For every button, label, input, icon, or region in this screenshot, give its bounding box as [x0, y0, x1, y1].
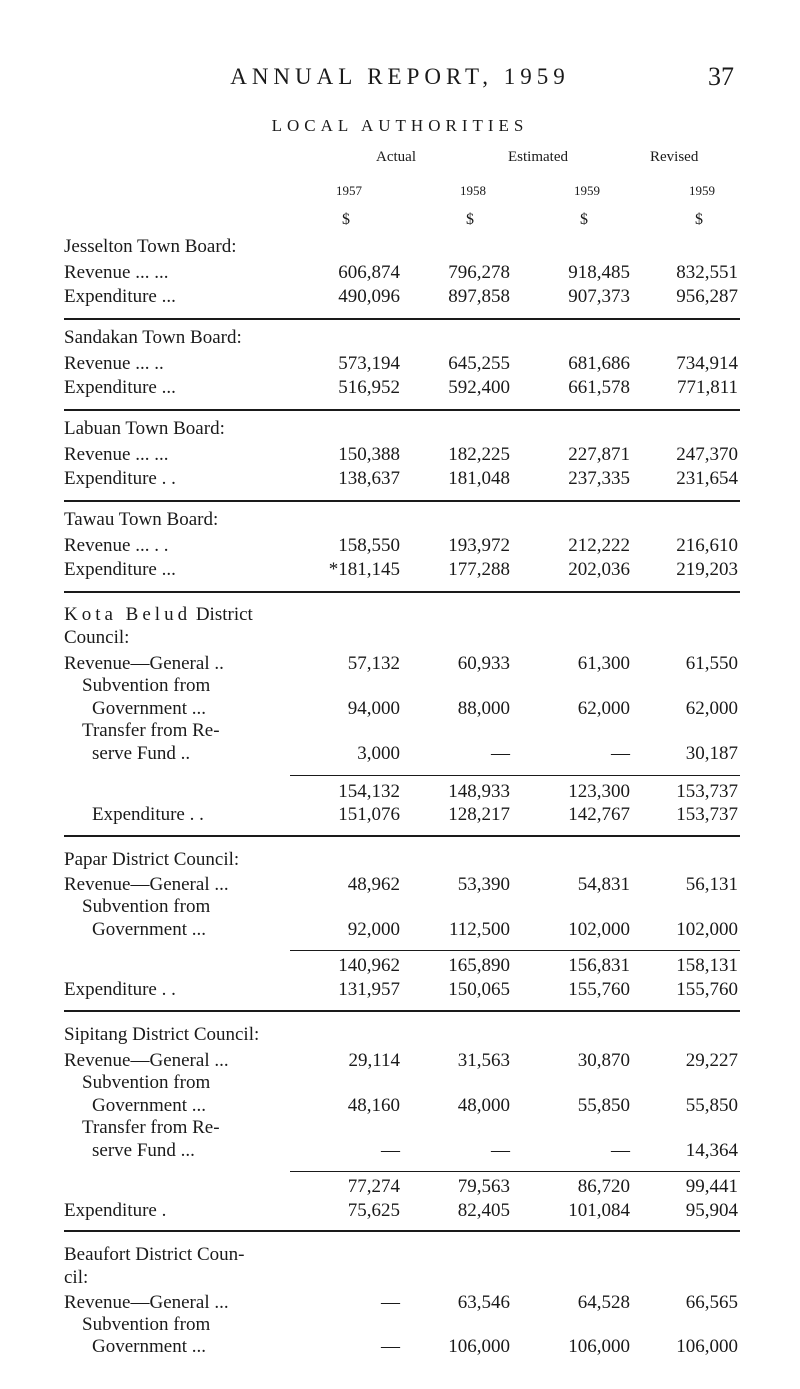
- row-label-revenue: Revenue ... ...: [64, 262, 169, 283]
- cell-value: 592,400: [448, 377, 510, 398]
- cell-total: 154,132: [338, 781, 400, 802]
- cell-value: 151,076: [338, 804, 400, 825]
- cell-value: 106,000: [676, 1336, 738, 1357]
- row-label-revenue-general: Revenue—General ...: [64, 1292, 229, 1313]
- column-year-1957: 1957: [336, 183, 362, 198]
- cell-value: 62,000: [577, 698, 630, 719]
- cell-value: 681,686: [568, 353, 630, 374]
- currency-symbol: $: [580, 211, 588, 228]
- subtotal-rule: [290, 775, 740, 776]
- cell-value: 56,131: [685, 874, 738, 895]
- cell-total: 86,720: [577, 1176, 630, 1197]
- subtotal-rule: [290, 950, 740, 951]
- cell-value: 3,000: [357, 743, 400, 764]
- cell-total: 123,300: [568, 781, 630, 802]
- cell-value: 57,132: [347, 653, 400, 674]
- cell-value: 158,550: [338, 535, 400, 556]
- row-label-transfer: Transfer from Re-: [82, 720, 220, 741]
- cell-value: 150,065: [448, 979, 510, 1000]
- cell-value: —: [381, 1336, 400, 1357]
- section-heading-jesselton: Jesselton Town Board:: [64, 236, 237, 257]
- column-group-revised: Revised: [650, 149, 699, 165]
- cell-total: 158,131: [676, 955, 738, 976]
- row-label-expenditure: Expenditure . .: [64, 468, 176, 489]
- cell-value: 645,255: [448, 353, 510, 374]
- cell-total: 77,274: [347, 1176, 400, 1197]
- cell-value: 61,550: [685, 653, 738, 674]
- cell-value: 88,000: [457, 698, 510, 719]
- cell-value: 128,217: [448, 804, 510, 825]
- cell-value: —: [611, 1140, 630, 1161]
- subtotal-rule: [290, 1171, 740, 1172]
- cell-value: 29,114: [348, 1050, 400, 1071]
- row-label-transfer-cont: serve Fund ..: [92, 743, 191, 764]
- row-label-revenue-general: Revenue—General ...: [64, 874, 229, 895]
- row-label-subvention: Subvention from: [82, 1314, 211, 1335]
- cell-value: 102,000: [568, 919, 630, 940]
- cell-value: 897,858: [448, 286, 510, 307]
- row-label-expenditure: Expenditure .: [64, 1200, 167, 1221]
- cell-value: 237,335: [568, 468, 630, 489]
- cell-value: 661,578: [568, 377, 630, 398]
- section-heading-sipitang: Sipitang District Council:: [64, 1024, 260, 1045]
- cell-value: 193,972: [448, 535, 510, 556]
- currency-symbol: $: [695, 211, 703, 228]
- row-label-expenditure: Expenditure ...: [64, 377, 176, 398]
- section-heading-name: Kota Belud: [64, 604, 192, 625]
- cell-value: 219,203: [676, 559, 738, 580]
- cell-value: 95,904: [685, 1200, 738, 1221]
- cell-value: *181,145: [328, 559, 400, 580]
- cell-total: 99,441: [685, 1176, 738, 1197]
- cell-value: 138,637: [338, 468, 400, 489]
- cell-value: 106,000: [568, 1336, 630, 1357]
- cell-value: 216,610: [676, 535, 738, 556]
- row-label-transfer-cont: serve Fund ...: [92, 1140, 195, 1161]
- cell-value: 75,625: [347, 1200, 400, 1221]
- cell-value: 102,000: [676, 919, 738, 940]
- cell-value: 82,405: [457, 1200, 510, 1221]
- cell-value: 54,831: [577, 874, 630, 895]
- cell-value: 53,390: [457, 874, 510, 895]
- cell-value: 106,000: [448, 1336, 510, 1357]
- section-divider: [64, 835, 740, 837]
- cell-value: 606,874: [338, 262, 400, 283]
- cell-value: 918,485: [568, 262, 630, 283]
- column-group-actual: Actual: [376, 149, 416, 165]
- cell-value: 202,036: [568, 559, 630, 580]
- cell-value: 907,373: [568, 286, 630, 307]
- section-heading-line2: Council:: [64, 627, 130, 648]
- currency-symbol: $: [342, 211, 350, 228]
- row-label-revenue: Revenue ... ...: [64, 444, 169, 465]
- cell-total: 153,737: [676, 781, 738, 802]
- cell-value: 30,870: [577, 1050, 630, 1071]
- section-heading-tawau: Tawau Town Board:: [64, 509, 219, 530]
- cell-value: 734,914: [676, 353, 738, 374]
- cell-value: 231,654: [676, 468, 738, 489]
- section-divider: [64, 1230, 740, 1232]
- section-title: LOCAL AUTHORITIES: [271, 116, 529, 135]
- cell-value: —: [611, 743, 630, 764]
- section-heading-beaufort: Beaufort District Coun-: [64, 1244, 245, 1265]
- row-label-subvention: Subvention from: [82, 675, 211, 696]
- cell-value: 55,850: [685, 1095, 738, 1116]
- section-divider: [64, 500, 740, 502]
- cell-value: 92,000: [347, 919, 400, 940]
- cell-value: 771,811: [676, 377, 738, 398]
- section-heading-sandakan: Sandakan Town Board:: [64, 327, 242, 348]
- cell-value: 60,933: [457, 653, 510, 674]
- row-label-transfer: Transfer from Re-: [82, 1117, 220, 1138]
- column-group-estimated: Estimated: [508, 149, 568, 165]
- cell-value: 61,300: [577, 653, 630, 674]
- cell-value: 573,194: [338, 353, 400, 374]
- cell-value: 227,871: [568, 444, 630, 465]
- cell-value: —: [491, 743, 510, 764]
- cell-value: 182,225: [448, 444, 510, 465]
- cell-value: 490,096: [338, 286, 400, 307]
- row-label-revenue-general: Revenue—General ..: [64, 653, 224, 674]
- row-label-expenditure: Expenditure . .: [92, 804, 204, 825]
- cell-value: 956,287: [676, 286, 738, 307]
- cell-value: 14,364: [685, 1140, 738, 1161]
- section-divider: [64, 409, 740, 411]
- row-label-expenditure: Expenditure . .: [64, 979, 176, 1000]
- column-year-1959-estimated: 1959: [574, 183, 600, 198]
- cell-value: 155,760: [676, 979, 738, 1000]
- cell-total: 148,933: [448, 781, 510, 802]
- cell-value: 48,160: [347, 1095, 400, 1116]
- cell-value: 153,737: [676, 804, 738, 825]
- row-label-expenditure: Expenditure ...: [64, 286, 176, 307]
- cell-value: 101,084: [568, 1200, 630, 1221]
- cell-value: 64,528: [577, 1292, 630, 1313]
- cell-value: 150,388: [338, 444, 400, 465]
- cell-value: —: [491, 1140, 510, 1161]
- cell-value: 131,957: [338, 979, 400, 1000]
- cell-value: 247,370: [676, 444, 738, 465]
- cell-value: 142,767: [568, 804, 630, 825]
- cell-value: 48,962: [347, 874, 400, 895]
- cell-value: 112,500: [448, 919, 510, 940]
- column-year-1958: 1958: [460, 183, 486, 198]
- row-label-subvention-cont: Government ...: [92, 698, 206, 719]
- cell-total: 79,563: [457, 1176, 510, 1197]
- section-divider: [64, 1010, 740, 1012]
- cell-value: 30,187: [685, 743, 738, 764]
- cell-value: 181,048: [448, 468, 510, 489]
- currency-symbol: $: [466, 211, 474, 228]
- column-year-1959-revised: 1959: [689, 183, 715, 198]
- cell-value: 31,563: [457, 1050, 510, 1071]
- section-heading-papar: Papar District Council:: [64, 849, 240, 870]
- row-label-expenditure: Expenditure ...: [64, 559, 176, 580]
- cell-value: —: [381, 1140, 400, 1161]
- cell-value: 212,222: [568, 535, 630, 556]
- running-title: ANNUAL REPORT, 1959: [230, 64, 570, 89]
- section-heading-line2: cil:: [64, 1267, 89, 1288]
- section-divider: [64, 591, 740, 593]
- cell-value: —: [381, 1292, 400, 1313]
- row-label-subvention-cont: Government ...: [92, 1336, 206, 1357]
- cell-value: 94,000: [347, 698, 400, 719]
- cell-value: 796,278: [448, 262, 510, 283]
- cell-value: 832,551: [676, 262, 738, 283]
- section-heading-labuan: Labuan Town Board:: [64, 418, 225, 439]
- section-heading-kota-belud: [64, 604, 253, 626]
- row-label-subvention: Subvention from: [82, 1072, 211, 1093]
- row-label-subvention-cont: Government ...: [92, 1095, 206, 1116]
- cell-value: 66,565: [685, 1292, 738, 1313]
- cell-value: 48,000: [457, 1095, 510, 1116]
- cell-value: 177,288: [448, 559, 510, 580]
- cell-value: 29,227: [685, 1050, 738, 1071]
- section-heading-suffix: District: [195, 604, 253, 625]
- section-divider: [64, 318, 740, 320]
- cell-total: 156,831: [568, 955, 630, 976]
- cell-total: 140,962: [338, 955, 400, 976]
- row-label-revenue: Revenue ... ..: [64, 353, 164, 374]
- row-label-revenue: Revenue ... . .: [64, 535, 169, 556]
- cell-value: 516,952: [338, 377, 400, 398]
- row-label-subvention-cont: Government ...: [92, 919, 206, 940]
- cell-value: 63,546: [457, 1292, 510, 1313]
- row-label-subvention: Subvention from: [82, 896, 211, 917]
- cell-value: 55,850: [577, 1095, 630, 1116]
- cell-total: 165,890: [448, 955, 510, 976]
- page-number: 37: [708, 62, 734, 91]
- cell-value: 155,760: [568, 979, 630, 1000]
- cell-value: 62,000: [685, 698, 738, 719]
- row-label-revenue-general: Revenue—General ...: [64, 1050, 229, 1071]
